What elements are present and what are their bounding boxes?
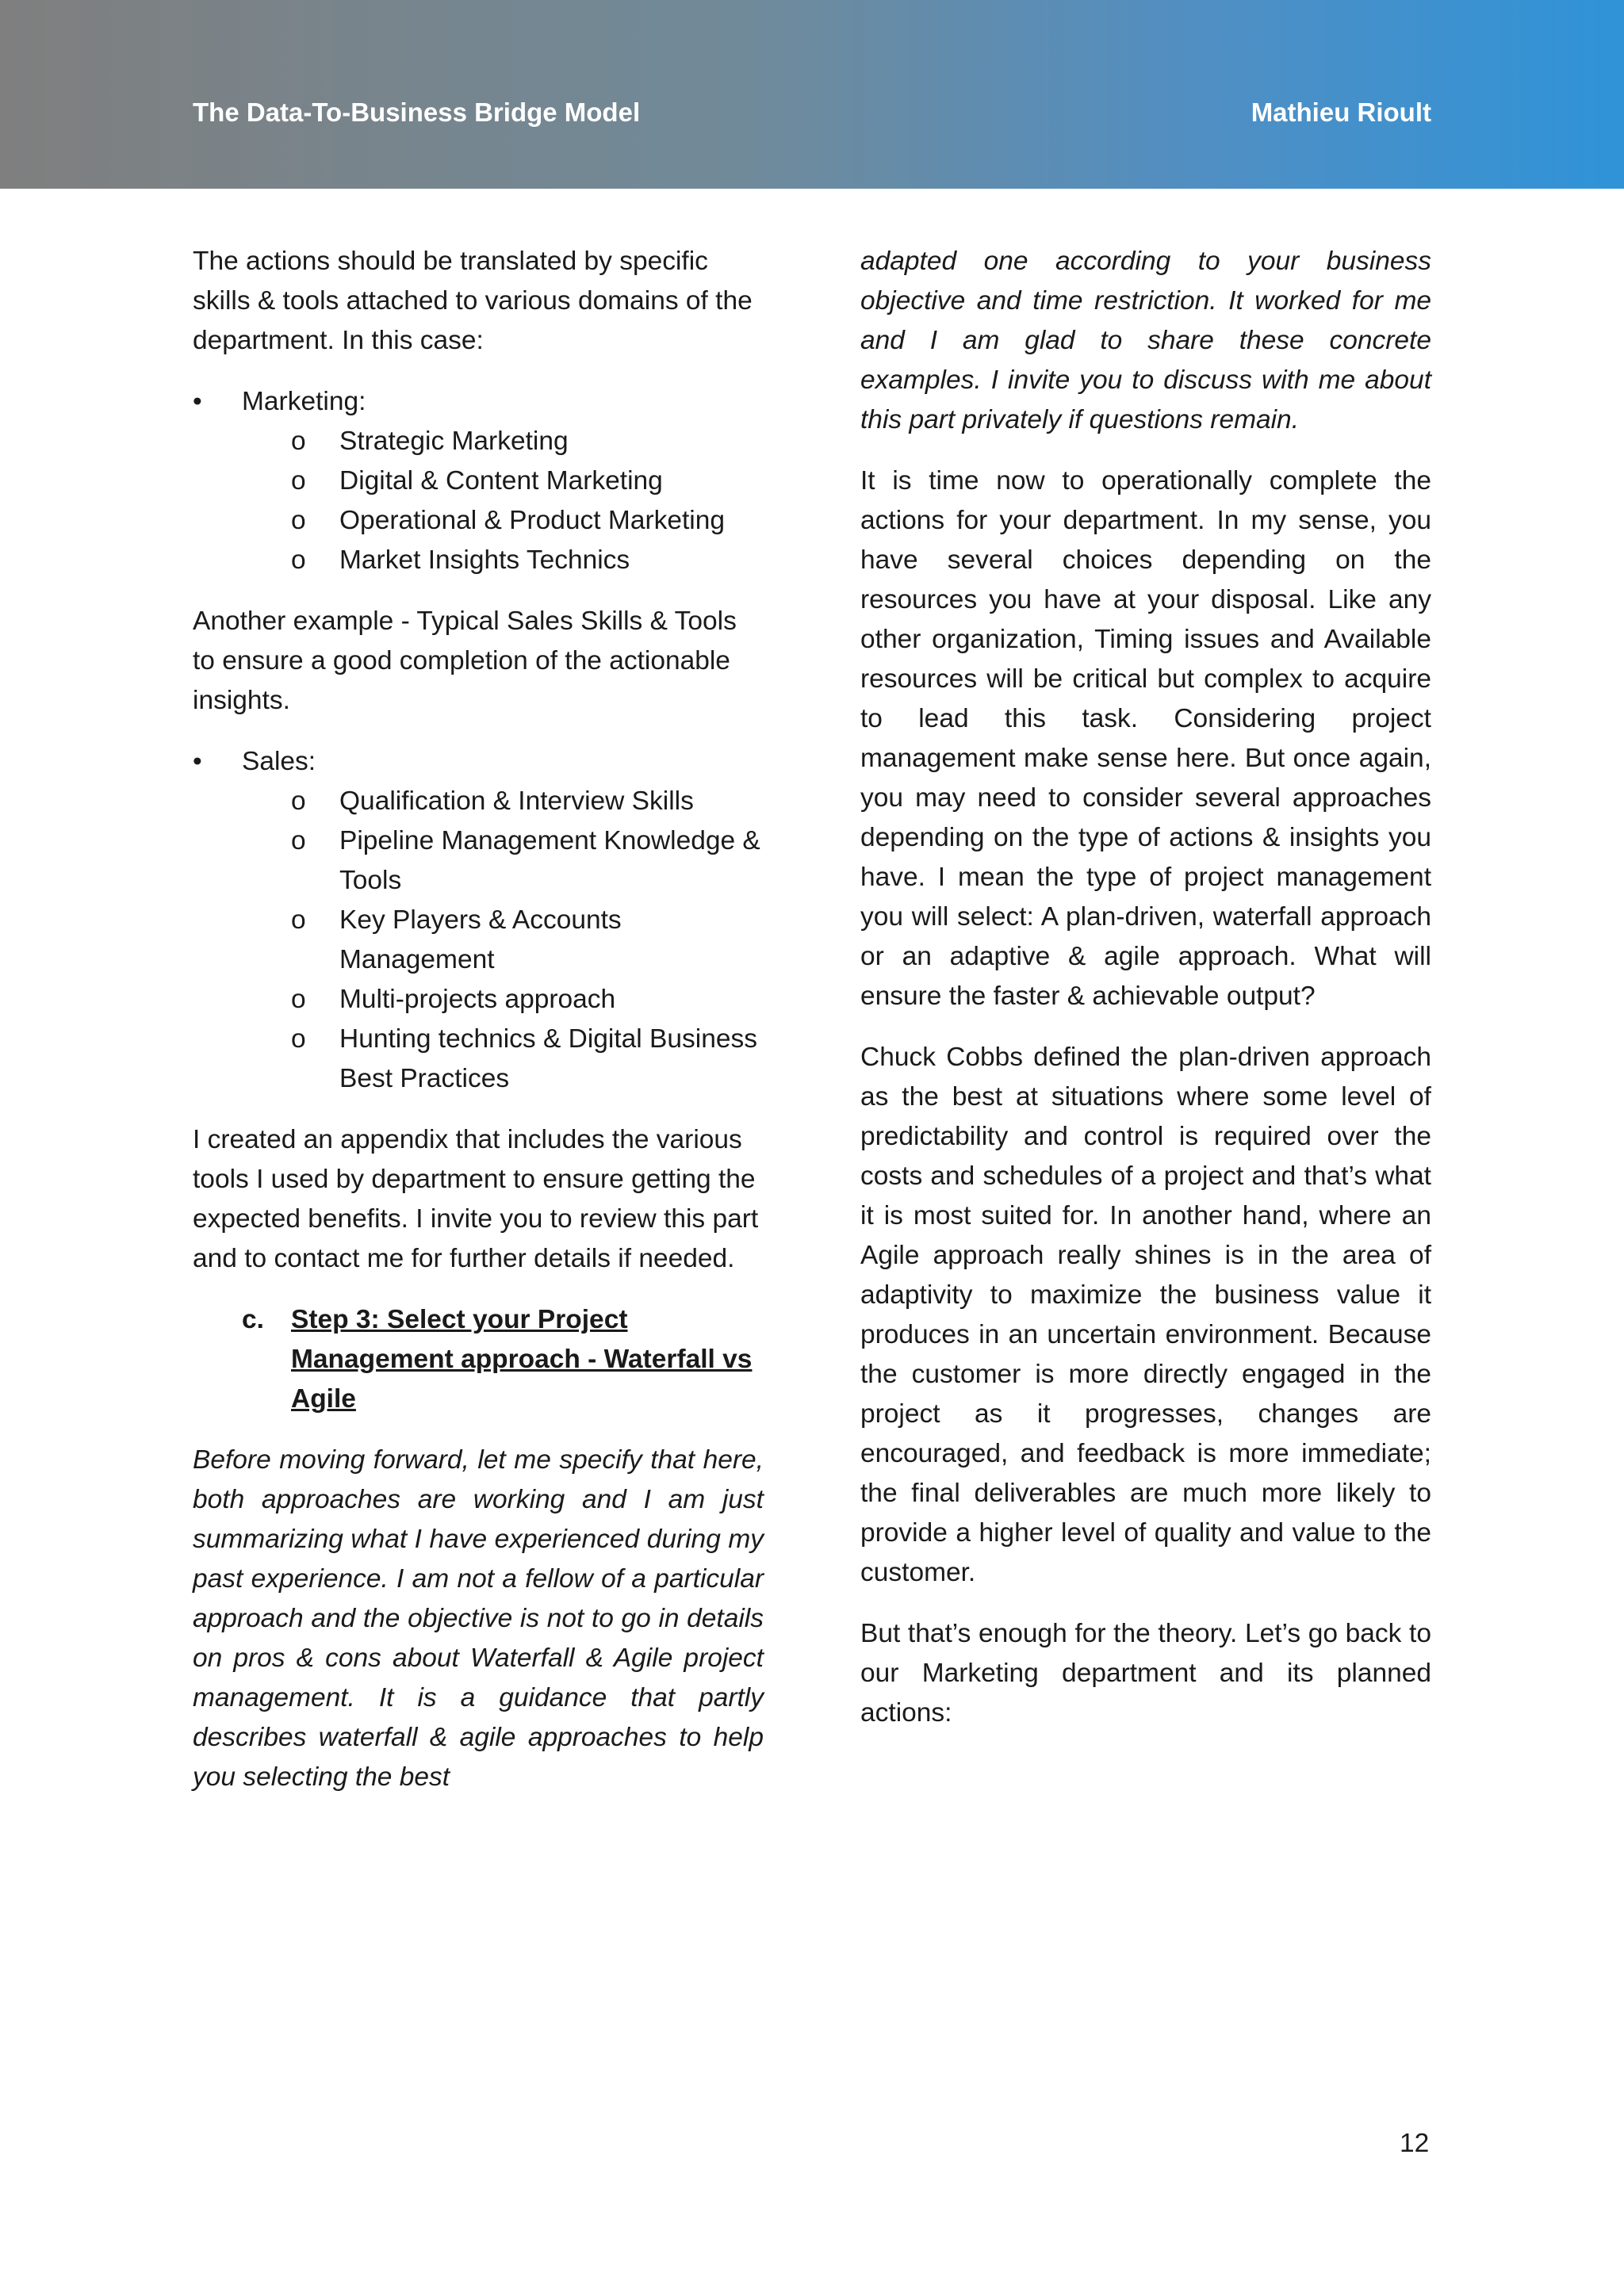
circle-bullet-icon: o (291, 786, 306, 816)
step-title: Step 3: Select your Project Management approach - Waterfall vs Agile (291, 1305, 753, 1414)
list-item: o Operational & Product Marketing (242, 501, 764, 541)
page-number: 12 (1400, 2129, 1430, 2158)
circle-bullet-icon: o (291, 985, 306, 1014)
another-example-paragraph: Another example - Typical Sales Skills & Tools to ensure a good completion of the actionable insights. (193, 607, 737, 715)
list-item: o Pipeline Management Knowledge & Tools (242, 821, 764, 901)
left-column (193, 242, 764, 1819)
list-item: o Market Insights Technics (242, 541, 764, 580)
step-3-heading (193, 1300, 764, 1419)
sales-sublist (242, 782, 764, 1099)
list-item: o Strategic Marketing (242, 422, 764, 461)
appendix-paragraph: I created an appendix that includes the various tools I used by department to ensure getting the expected benefits. I invite you to review this part and to contact me for further details if needed. (193, 1125, 759, 1273)
sales-label: Sales: (242, 747, 316, 776)
list-item: o Digital & Content Marketing (242, 461, 764, 501)
step-label: c. (242, 1305, 264, 1334)
bullet-icon: • (193, 387, 202, 416)
circle-bullet-icon: o (291, 506, 306, 535)
list-item: o Multi-projects approach (242, 980, 764, 1020)
list-item: o Key Players & Accounts Management (242, 901, 764, 980)
marketing-sublist (242, 422, 764, 580)
right-column (860, 242, 1431, 1755)
italic-note-end: adapted one according to your business objective and time restriction. It worked for me and I am glad to share these concrete examples. I invite you to discuss with me about this part privately if questions remain. (860, 247, 1431, 434)
italic-note-start: Before moving forward, let me specify that here, both approaches are working and I am just summarizing what I have experienced during my past experience. I am not a fellow of a particular approach and the objective is not to go in details on pros & cons about Waterfall & Agile project management. It is a guidance that partly describes waterfall & agile approaches to help you selecting the best (193, 1445, 764, 1792)
marketing-list (193, 382, 764, 580)
circle-bullet-icon: o (291, 1024, 306, 1054)
header-title: The Data-To-Business Bridge Model (193, 98, 641, 127)
list-item: o Hunting technics & Digital Business Best Practices (242, 1020, 764, 1099)
circle-bullet-icon: o (291, 466, 306, 496)
circle-bullet-icon: o (291, 545, 306, 575)
circle-bullet-icon: o (291, 427, 306, 456)
header-author: Mathieu Rioult (1251, 98, 1431, 127)
sales-bullet (193, 742, 764, 1099)
list-item: o Qualification & Interview Skills (242, 782, 764, 821)
marketing-bullet (193, 382, 764, 580)
bullet-icon: • (193, 747, 202, 776)
intro-paragraph: The actions should be translated by specific skills & tools attached to various domains of the department. In this case: (193, 247, 753, 355)
sales-list (193, 742, 764, 1099)
circle-bullet-icon: o (291, 905, 306, 935)
circle-bullet-icon: o (291, 826, 306, 855)
chuck-cobbs-paragraph: Chuck Cobbs defined the plan-driven approach as the best at situations where some level of predictability and control is required over the costs and schedules of a project and that’s what it is most suited for. In another hand, where an Agile approach really shines is in the area of adaptivity to maximize the business value it produces in an uncertain environment. Because the customer is more directly engaged in the project as it progresses, changes are encouraged, and feedback is more immediate; the final deliverables are much more likely to provide a higher level of quality and value to the customer. (860, 1043, 1431, 1587)
conclusion-paragraph: But that’s enough for the theory. Let’s go back to our Marketing department and its planned actions: (860, 1619, 1431, 1728)
page-header (0, 0, 1624, 189)
marketing-label: Marketing: (242, 387, 366, 416)
operational-paragraph: It is time now to operationally complete the actions for your department. In my sense, you have several choices depending on the resources you have at your disposal. Like any other organization, Timing issues and Available resources will be critical but complex to acquire to lead this task. Considering project management make sense here. But once again, you may need to consider several approaches depending on the type of actions & insights you have. I mean the type of project management you will select: A plan-driven, waterfall approach or an adaptive & agile approach. What will ensure the faster & achievable output? (860, 466, 1431, 1011)
